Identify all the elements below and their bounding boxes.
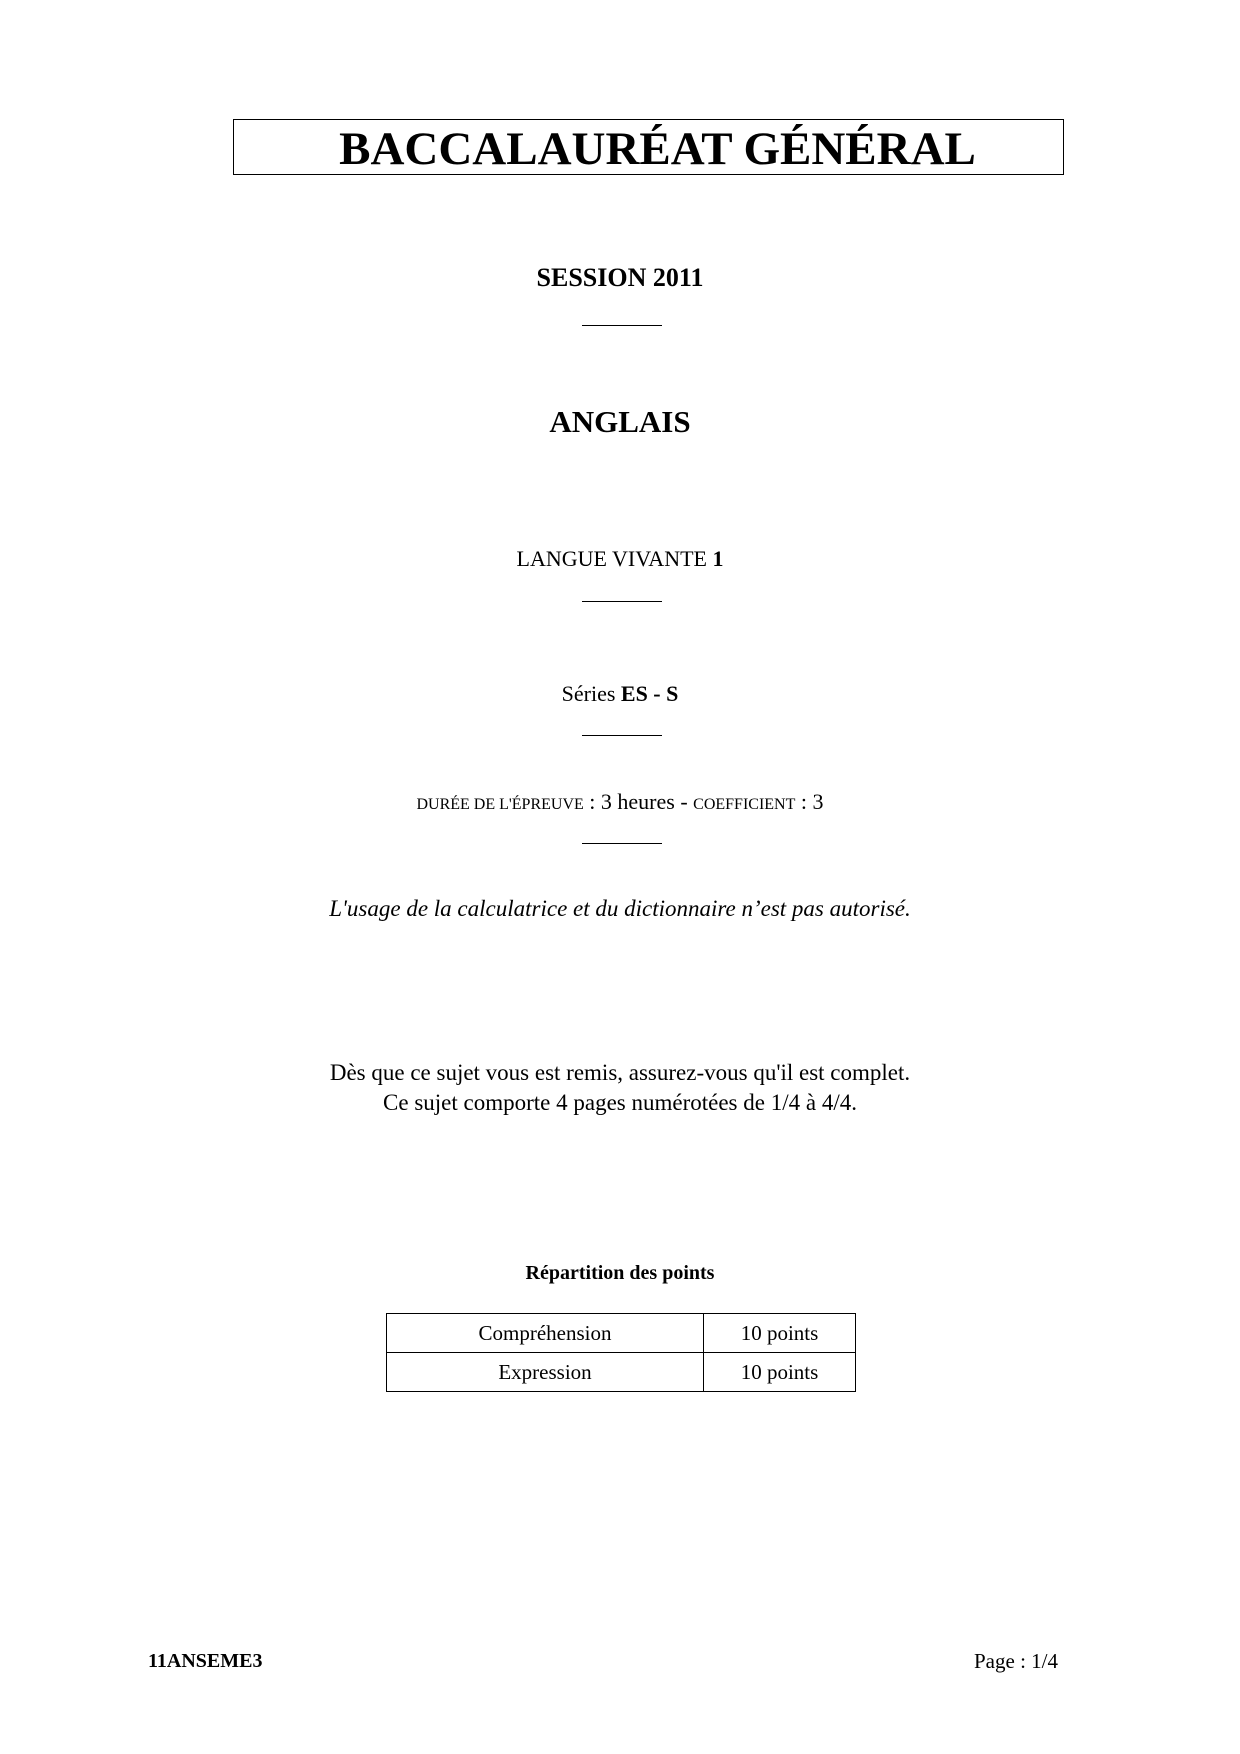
series-line — [0, 683, 1240, 705]
coefficient-sep: : — [795, 789, 813, 814]
langue-number: 1 — [712, 546, 724, 571]
intro-line-1: Dès que ce sujet vous est remis, assurez-vous qu'il est complet. — [329, 1060, 911, 1085]
document-code: 11ANSEME3 — [148, 1650, 263, 1672]
langue-vivante — [0, 548, 1240, 570]
duree-sep: : — [583, 789, 601, 814]
divider — [582, 843, 662, 844]
page-title: BACCALAURÉAT GÉNÉRAL — [339, 123, 976, 175]
table-row — [387, 1314, 856, 1353]
divider — [582, 325, 662, 326]
table-cell-points: 10 points — [704, 1314, 856, 1353]
repartition-title: Répartition des points — [525, 1262, 715, 1284]
page-number: Page : 1/4 — [974, 1649, 1058, 1673]
duree-sep: - — [674, 789, 694, 814]
series-prefix: Séries — [561, 681, 621, 706]
duree-line — [0, 791, 1240, 813]
divider — [582, 601, 662, 602]
points-table — [386, 1313, 856, 1392]
divider — [582, 735, 662, 736]
table-row — [387, 1353, 856, 1392]
table-cell-label: Expression — [387, 1353, 704, 1392]
series-value: ES - S — [620, 681, 679, 706]
coefficient-label: COEFFICIENT — [693, 796, 796, 813]
langue-prefix: LANGUE VIVANTE — [516, 546, 713, 571]
duree-value: 3 heures — [600, 789, 675, 814]
subject-title: ANGLAIS — [549, 404, 691, 439]
calculator-notice: L'usage de la calculatrice et du dictionnaire n’est pas autorisé. — [329, 896, 911, 921]
table-cell-label: Compréhension — [387, 1314, 704, 1353]
duree-label: DURÉE DE L'ÉPREUVE — [416, 796, 584, 813]
table-cell-points: 10 points — [704, 1353, 856, 1392]
title-box — [233, 119, 1064, 175]
session-label: SESSION 2011 — [536, 263, 704, 292]
intro-line-2: Ce sujet comporte 4 pages numérotées de 1/4 à 4/4. — [383, 1090, 857, 1115]
coefficient-value: 3 — [812, 789, 824, 814]
